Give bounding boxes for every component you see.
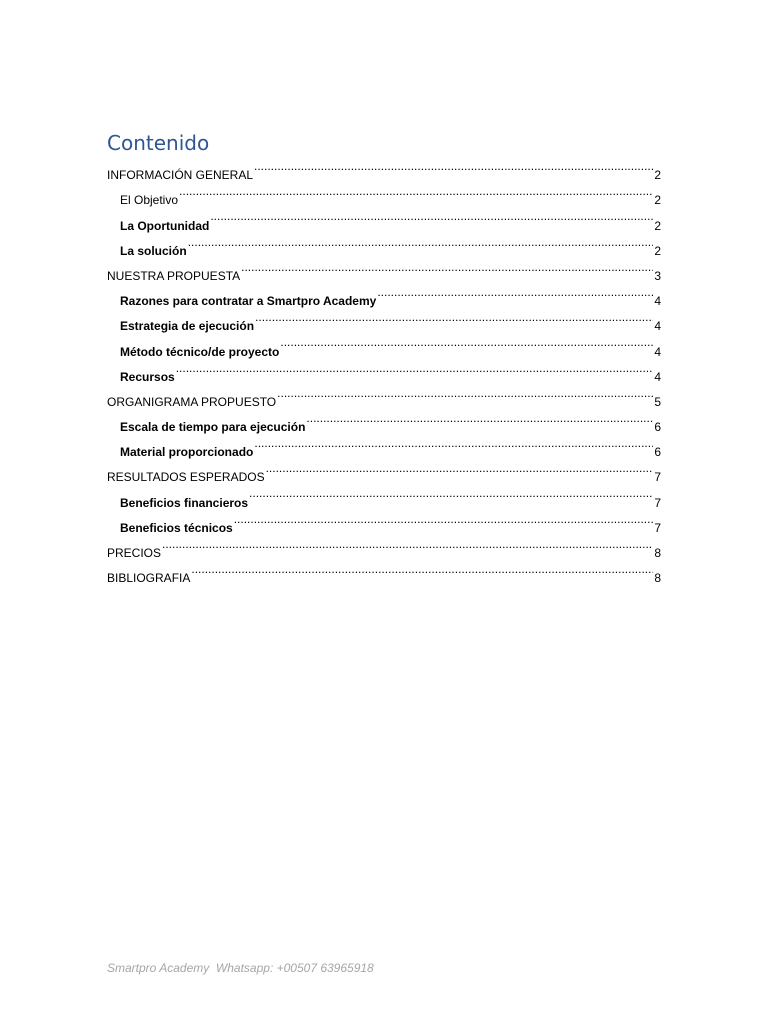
toc-entry[interactable] [107, 557, 661, 586]
toc-entry-page: 4 [654, 294, 661, 309]
dot-leader [254, 154, 653, 179]
page-footer: Smartpro Academy Whatsapp: +00507 63965918 [107, 961, 374, 975]
toc-entry[interactable] [107, 381, 661, 409]
toc-entry[interactable] [107, 154, 661, 183]
dot-leader [234, 507, 654, 532]
toc-entry[interactable] [107, 356, 661, 384]
dot-leader [179, 179, 653, 204]
toc-entry[interactable] [107, 204, 661, 233]
toc-entry-label: Escala de tiempo para ejecución [120, 420, 306, 435]
toc-entry-page: 7 [654, 520, 661, 535]
toc-entry-label: La Oportunidad [120, 218, 210, 233]
dot-leader [306, 406, 653, 431]
dot-leader [249, 481, 653, 506]
toc-entry-label: ORGANIGRAMA PROPUESTO [107, 394, 277, 409]
toc-entry-page: 6 [654, 420, 661, 435]
toc-entry-page: 5 [654, 394, 661, 409]
toc-entry[interactable] [107, 532, 661, 560]
toc-entry-page: 7 [654, 470, 661, 485]
toc-entry-page: 8 [654, 571, 661, 586]
toc-entry-page: 8 [654, 546, 661, 560]
toc-entry-label: PRECIOS [107, 546, 162, 560]
toc-entry-page: 2 [654, 243, 661, 258]
dot-leader [266, 456, 654, 481]
toc-entry-label: RESULTADOS ESPERADOS [107, 470, 265, 485]
dot-leader [255, 305, 653, 330]
dot-leader [210, 204, 653, 229]
toc-entry-label: Razones para contratar a Smartpro Academy [120, 294, 377, 309]
toc-entry[interactable] [107, 179, 661, 208]
toc-entry-page: 2 [654, 168, 661, 183]
toc-entry-label: La solución [120, 243, 187, 258]
toc-entry-page: 4 [654, 344, 661, 359]
dot-leader [277, 381, 653, 406]
dot-leader [191, 557, 653, 582]
toc-entry-label: Método técnico/de proyecto [120, 344, 280, 359]
toc-entry-label: Recursos [120, 369, 175, 384]
dot-leader [241, 255, 653, 280]
toc-title: Contenido [107, 131, 210, 155]
toc-entry-page: 2 [654, 193, 661, 208]
dot-leader [280, 330, 653, 355]
dot-leader [188, 230, 654, 255]
toc-entry-page: 6 [654, 445, 661, 460]
toc-entry-label: NUESTRA PROPUESTA [107, 268, 241, 283]
toc-entry-label: Beneficios financieros [120, 495, 249, 510]
toc-entry-label: Estrategia de ejecución [120, 319, 255, 334]
toc-entry-page: 7 [654, 495, 661, 510]
toc-entry-label: El Objetivo [120, 193, 179, 208]
toc-entry-page: 4 [654, 369, 661, 384]
dot-leader [254, 431, 653, 456]
toc-entry-page: 3 [654, 268, 661, 283]
dot-leader [162, 532, 653, 557]
toc-entry-label: BIBLIOGRAFIA [107, 571, 191, 586]
toc-entry[interactable] [107, 230, 661, 258]
toc-entry[interactable] [107, 255, 661, 283]
toc-entry-label: Beneficios técnicos [120, 520, 233, 535]
toc-entry-label: INFORMACIÓN GENERAL [107, 168, 254, 183]
toc-entry-page: 2 [654, 218, 661, 233]
toc-entry-label: Material proporcionado [120, 445, 254, 460]
dot-leader [377, 280, 653, 305]
dot-leader [176, 356, 654, 381]
toc-entry-page: 4 [654, 319, 661, 334]
table-of-contents [107, 154, 661, 586]
